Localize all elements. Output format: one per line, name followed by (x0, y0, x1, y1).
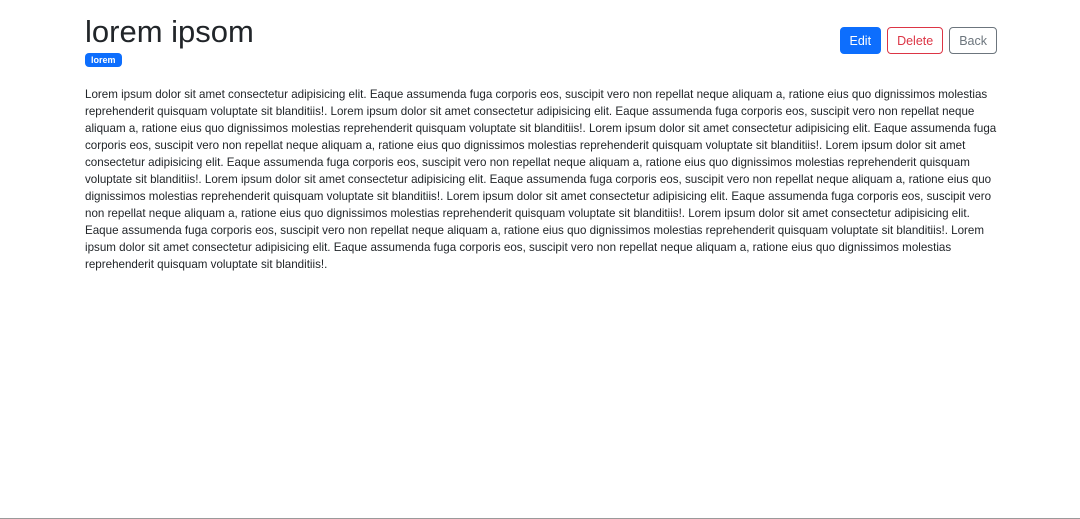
delete-button[interactable]: Delete (887, 27, 943, 54)
body-text: Lorem ipsum dolor sit amet consectetur adipisicing elit. Eaque assumenda fuga corporis eos, suscipit vero non repellat neque aliquam a, ratione eius quo dignissimos molestias reprehenderit quisquam voluptate sit blanditiis!. Lorem ipsum dolor sit amet consectetur adipisicing elit. Eaque assumenda fuga corporis eos, suscipit vero non repellat neque aliquam a, ratione eius quo dignissimos molestias reprehenderit quisquam voluptate sit blanditiis!. Lorem ipsum dolor sit amet consectetur adipisicing elit. Eaque assumenda fuga corporis eos, suscipit vero non repellat neque aliquam a, ratione eius quo dignissimos molestias reprehenderit quisquam voluptate sit blanditiis!. Lorem ipsum dolor sit amet consectetur adipisicing elit. Eaque assumenda fuga corporis eos, suscipit vero non repellat neque aliquam a, ratione eius quo dignissimos molestias reprehenderit quisquam voluptate sit blanditiis!. Lorem ipsum dolor sit amet consectetur adipisicing elit. Eaque assumenda fuga corporis eos, suscipit vero non repellat neque aliquam a, ratione eius quo dignissimos molestias reprehenderit quisquam voluptate sit blanditiis!. Lorem ipsum dolor sit amet consectetur adipisicing elit. Eaque assumenda fuga corporis eos, suscipit vero non repellat neque aliquam a, ratione eius quo dignissimos molestias reprehenderit quisquam voluptate sit blanditiis!. Lorem ipsum dolor sit amet consectetur adipisicing elit. Eaque assumenda fuga corporis eos, suscipit vero non repellat neque aliquam a, ratione eius quo dignissimos molestias reprehenderit quisquam voluptate sit blanditiis!. Lorem ipsum dolor sit amet consectetur adipisicing elit. Eaque assumenda fuga corporis eos, suscipit vero non repellat neque aliquam a, ratione eius quo dignissimos molestias reprehenderit quisquam voluptate sit blanditiis!. (85, 88, 997, 271)
back-button[interactable]: Back (949, 27, 997, 54)
page-title: lorem ipsom (85, 14, 254, 49)
page-header (85, 14, 997, 68)
edit-button[interactable]: Edit (840, 27, 882, 54)
category-badge: lorem (85, 53, 122, 67)
detail-container (85, 14, 997, 273)
action-buttons (840, 27, 997, 54)
title-block (85, 14, 254, 68)
